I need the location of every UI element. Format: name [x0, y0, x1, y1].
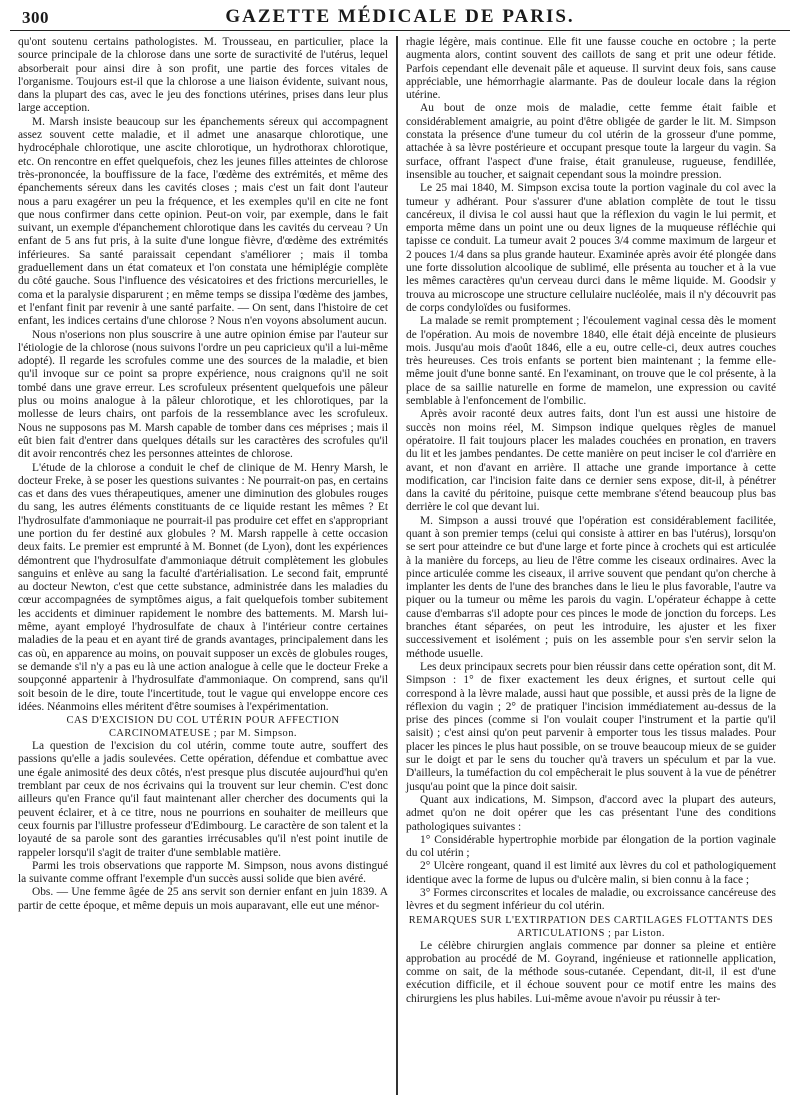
left-paragraph: Obs. — Une femme âgée de 25 ans servit son dernier enfant en juin 1839. A partir de cette époque, et même depuis un mois auparavant, elle eut une ménor- — [18, 886, 388, 912]
column-divider — [396, 36, 398, 1095]
right-column — [400, 36, 782, 1095]
right-paragraph: Au bout de onze mois de maladie, cette femme était faible et considérablement amaigrie, au point d'être obligée de garder le lit. M. Simpson constata la présence d'une tumeur du col utérin de la grosseur d'une pomme, attachée à sa lèvre postérieure et occupant presque toute la largeur du vagin. Sa surface, offrant l'aspect d'une fraise, était granuleuse, rugueuse, fendillée, insensible au toucher, et saignait cependant sous la moindre pression. — [406, 102, 776, 181]
left-paragraph: Nous n'oserions non plus souscrire à une autre opinion émise par l'auteur sur l'étiologie de la chlorose (nous suivons l'ordre un peu capricieux qu'il a lui-même adopté). Il regarde les scrofules comme une des sources de la maladie, et bien qu'il invoque sur ce point sa propre expérience, nous craignons qu'il ne soit tombé dans une grave erreur. Les scrofuleux présentent quelquefois une pâleur plus ou moins analogue à la pâleur chlorotique, et les chlorotiques, par la mollesse de leurs chairs, ont parfois de la ressemblance avec les scrofuleux. Nous ne supposons pas M. Marsh capable de tomber dans ces méprises ; mais il eût bien fait d'entrer dans quelques détails sur les caractères des scrofules qu'il dit avoir rencontrés chez les personnes atteintes de chlorose. — [18, 328, 388, 461]
left-column — [12, 36, 394, 1095]
page-header — [10, 0, 790, 31]
section-heading-excision: CAS D'EXCISION DU COL UTÉRIN POUR AFFECTION CARCINOMATEUSE ; par M. Simpson. — [66, 715, 340, 740]
left-paragraph: La question de l'excision du col utérin, comme toute autre, souffert des passions qu'elle a jadis soulevées. Cette opération, défendue et combattue avec une égale animosité des deux côtés, n'est presque plus discutée aujourd'hui qu'en tremblant par ceux de nos écrivains qui la trouvent sur leur chemin. C'est donc ailleurs qu'en France qu'il faut maintenant aller chercher des documents qui la peuvent éclairer, et à ce titre, nous ne pourrions en souhaiter de meilleurs que ceux fournis par l'illustre professeur d'Edimbourg. Le caractère de son talent et la loyauté de sa parole sont des garanties irrécusables qu'il n'est point inutile de rappeler lorsqu'il s'agit de traiter d'une semblable matière. — [18, 740, 388, 859]
page-number: 300 — [22, 8, 49, 27]
right-paragraph: La malade se remit promptement ; l'écoulement vaginal cessa dès le moment de l'opération. Au mois de novembre 1840, elle était déjà enceinte de plusieurs mois. Jusqu'au mois d'août 1846, elle a eu, outre celle-ci, deux autres couches très heureuses. Ces trois enfants se portent bien maintenant ; la femme elle-même jouit d'une bonne santé. En l'examinant, on trouve que le col présente, à la place de sa saillie naturelle en forme de mamelon, une expression ou cavité semblable à l'enfoncement de l'ombilic. — [406, 315, 776, 408]
right-paragraph: rhagie légère, mais continue. Elle fit une fausse couche en octobre ; la perte augmenta alors, contint souvent des caillots de sang et prit une odeur fétide. Parfois cependant elle devenait pâle et aqueuse. Il survint deux fois, sans cause appréciable, une hémorrhagie alarmante. Pas de douleur locale dans la région utérine. — [406, 36, 776, 102]
left-paragraph: Parmi les trois observations que rapporte M. Simpson, nous avons distingué la suivante comme offrant l'exemple d'un succès aussi solide que bien avéré. — [18, 859, 388, 886]
indication-item: 2° Ulcère rongeant, quand il est limité aux lèvres du col et pathologiquement identique avec la forme de lupus ou d'ulcère malin, si bien connu à la face ; — [406, 860, 776, 886]
journal-title: GAZETTE MÉDICALE DE PARIS. — [225, 6, 575, 27]
article-columns — [12, 36, 788, 1095]
section-heading-liston: REMARQUES SUR L'EXTIRPATION DES CARTILAGES FLOTTANTS DES ARTICULATIONS ; par Liston. — [408, 914, 774, 939]
indication-item: 1° Considérable hypertrophie morbide par élongation de la portion vaginale du col utérin ; — [406, 833, 776, 860]
right-paragraph: Les deux principaux secrets pour bien réussir dans cette opération sont, dit M. Simpson : 1° de fixer exactement les deux érignes, et surtout celle qui correspond à la lèvre malade, aussi haut que possible, et aussi près de la ligne de réflexion du vagin ; 2° de pratiquer l'incision immédiatement au-dessus de la prise des pinces (comme si l'on voulait couper l'instrument et la partie qu'il saisit) ; c'est ainsi qu'on peut parvenir à emporter tous les tissus malades. Pour placer les pinces le plus haut possible, on se trouve beaucoup mieux de se guider sur le doigt et par le sens du toucher qu'à travers un spéculum et par la vue. D'ailleurs, la tuméfaction du col empêcherait le plus souvent à la vue de pénétrer jusqu'au point que la pince doit saisir. — [406, 660, 776, 793]
right-paragraph: Après avoir raconté deux autres faits, dont l'un est aussi une histoire de succès non moins réel, M. Simpson indique quelques règles de manuel opératoire. Il fait toujours placer les malades couchées en pronation, en travers du lit et les jambes pendantes. De cette manière on peut inciser le col d'arrière en avant, et non d'avant en arrière. Il attache une grande importance à cette modification, car l'incision faite dans ce dernier sens expose, dit-il, à pénétrer dans la cavité du péritoine, puisque cette membrane s'étend beaucoup plus bas derrière le col que devant lui. — [406, 408, 776, 514]
left-paragraph: L'étude de la chlorose a conduit le chef de clinique de M. Henry Marsh, le docteur Freke, à se poser les questions suivantes : Ne pourrait-on pas, en certains cas et dans des vues thérapeutiques, amener une diminution des globules rouges du sang, les autres éléments constituants de ce liquide restant les mêmes ? Et l'hydrosulfate d'ammoniaque ne pourrait-il pas produire cet effet en s'appropriant une portion du fer destiné aux globules ? M. Marsh rappelle à cette occasion deux faits. Le premier est emprunté à M. Bonnet (de Lyon), dont les expériences démontrent que l'hydrosulfate d'ammoniaque détruit complètement les globules sanguins et enlève au sang la faculté d'artérialisation. Le second fait, emprunté au docteur Newton, c'est que cette substance, administrée dans les maladies du cœur accompagnées de symptômes aigus, a fait quelquefois tomber subitement les accidents et diminuer rapidement le nombre des battements. M. Marsh lui-même, ayant employé l'hydrosulfate de chaux à l'intérieur contre certaines maladies de la peau et en ayant tiré de grands avantages, principalement dans les cas où, en apparence au moins, on pouvait supposer un excès de globules rouges, se demande s'il n'y a pas eu là une action analogue à celle que le docteur Freke a soupçonné appartenir à l'hydrosulfate d'ammoniaque. On comprend, sans qu'il soit besoin de le dire, toute l'incertitude, tout le vague qui enveloppe encore ces idées. Néanmoins elles méritent d'être soumises à l'expérimentation. — [18, 461, 388, 713]
right-paragraph: Quant aux indications, M. Simpson, d'accord avec la plupart des auteurs, admet qu'on ne doit opérer que les cas présentant l'une des conditions pathologiques suivantes : — [406, 793, 776, 833]
right-paragraph: Le 25 mai 1840, M. Simpson excisa toute la portion vaginale du col avec la tumeur y adhérant. Pour s'assurer d'une ablation complète de tout le tissu cancéreux, il divisa le col aussi haut que la réflexion du vagin le lui permit, et emporta même dans un point une ou deux lignes de la muqueuse réfléchie qui tapisse ce conduit. La tumeur avait 2 pouces 3/4 comme maximum de largeur et 2 pouces 1/4 dans sa plus grande hauteur. Examinée après avoir été plongée dans une forte dissolution alcoolique de sublimé, elle présenta au toucher et à la vue les mêmes caractères qu'un cerveau durci dans le même liquide. M. Goodsir y trouva au microscope une structure cellulaire nucléolée, mais il n'y découvrit pas de corps condyloïdes ou fusiformes. — [406, 182, 776, 314]
indication-item: 3° Formes circonscrites et locales de maladie, ou excroissance cancéreuse des lèvres et du segment inférieur du col utérin. — [406, 887, 776, 913]
left-paragraph: qu'ont soutenu certains pathologistes. M. Trousseau, en particulier, place la source principale de la chlorose dans une sorte de suractivité de l'utérus, lequel absorberait pour ainsi dire à son profit, une partie des forces vitales de l'organisme. Toujours est-il que la chlorose a une liaison évidente, suivant nous, dans la plupart des cas, avec le jeu des fonctions utérines, prises dans leur plus large acception. — [18, 36, 388, 115]
right-paragraph: Le célèbre chirurgien anglais commence par donner sa pleine et entière approbation au procédé de M. Goyrand, ingénieuse et rationnelle application, comme on sait, de la méthode sous-cutanée. Cependant, dit-il, il est d'une exécution difficile, et il échoue souvent pour ce motif entre les mains des chirurgiens les plus habiles. Lui-même avoue n'avoir pu réussir à ter- — [406, 939, 776, 1005]
left-paragraph: M. Marsh insiste beaucoup sur les épanchements séreux qui accompagnent assez souvent cette maladie, et il admet une anasarque chlorotique, une hydrocéphale chlorotique, une ascite chlorotique, un hydrothorax chlorotique, etc. On rencontre en effet quelquefois, chez les jeunes filles atteintes de chlorose très-prononcée, la bouffissure de la face, l'œdème des extrémités, et même des épanchements séreux dans les cavités closes ; mais c'est un fait dont l'auteur nous a paru exagérer un peu la fréquence, et les exemples qu'il en cite ne font que nous confirmer dans cette opinion. Peut-on voir, par exemple, dans le fait suivant, un exemple d'épanchement chlorotique dans les cavités du cerveau ? Un enfant de 5 ans fut pris, à la suite d'une longue fièvre, d'œdème des extrémités inférieures. Sa santé paraissait cependant s'améliorer ; mais il tomba graduellement dans un état comateux et l'on constata une hémiplégie complète du côté gauche. Sous l'influence des vésicatoires et des frictions mercurielles, le coma et la paralysie disparurent ; en même temps se dissipa l'œdème des jambes, et l'enfant finit par revenir à une santé parfaite. — On sent, dans l'histoire de cet enfant, les indices certains d'une chlorose ? Nous n'en voyons absolument aucun. — [18, 115, 388, 328]
right-paragraph: M. Simpson a aussi trouvé que l'opération est considérablement facilitée, quant à son premier temps (celui qui consiste à attirer en bas l'utérus), lorsqu'on se sert pour atteindre ce but d'une large et forte pince à crochets qui est articulée à la manière du forceps, au lieu de l'être comme les ciseaux ordinaires. Avec la pince articulée comme les ciseaux, il arrive souvent que pendant qu'on cherche à implanter les dents de l'une des branches dans le lieu le plus favorable, l'autre va piquer ou la tumeur ou même les parois du vagin. L'opérateur échappe à cette cause d'embarras s'il adopte pour ces pinces le mode de jonction du forceps. Les branches étant séparées, on peut les introduire, les ajuster et les fixer successivement et isolément ; puis on les assemble pour s'en servir selon la méthode usuelle. — [406, 514, 776, 660]
